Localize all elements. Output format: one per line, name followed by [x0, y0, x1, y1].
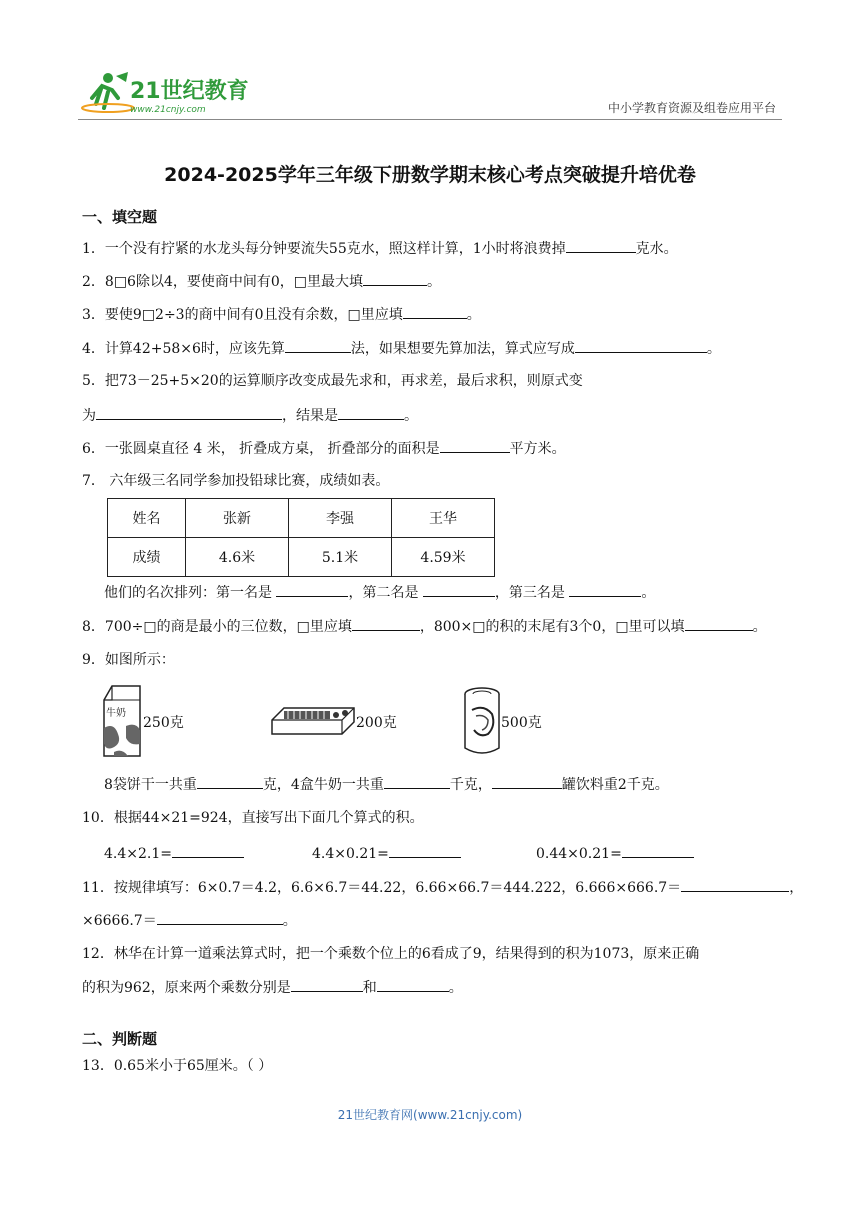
answer-blank[interactable]	[384, 774, 450, 789]
question-text: 法，如果想要先算加法，算式应写成	[350, 341, 575, 357]
table-row	[108, 538, 495, 577]
drink-can-icon	[462, 686, 502, 756]
question-7-answers	[104, 582, 655, 603]
question-text: 和	[362, 980, 377, 996]
question-7-intro: 7． 六年级三名同学参加投铅球比赛，成绩如表。	[82, 473, 390, 489]
biscuit-weight: 200克	[356, 715, 397, 731]
question-text: ×6666.7＝	[82, 913, 157, 929]
answer-blank[interactable]	[338, 405, 404, 420]
question-11-line2	[82, 910, 297, 931]
milk-carton-figure	[100, 682, 144, 762]
biscuit-pack-figure	[270, 700, 358, 744]
table-cell: 王华	[392, 499, 495, 538]
question-9-answers	[104, 774, 669, 795]
footer-link[interactable]: 21世纪教育网(www.21cnjy.com)	[337, 1108, 523, 1122]
milk-weight: 250克	[143, 715, 184, 731]
logo	[78, 68, 248, 118]
answer-blank[interactable]	[685, 616, 753, 631]
question-2	[82, 271, 441, 292]
question-text: 罐饮料重2千克。	[561, 777, 669, 793]
question-text: ，	[789, 880, 804, 896]
question-10-expr-2	[312, 843, 461, 864]
section-heading-true-false: 二、判断题	[82, 1030, 158, 1048]
question-text: 4.4×2.1=	[104, 846, 172, 862]
answer-blank[interactable]	[569, 582, 641, 597]
milk-label: 牛奶	[106, 708, 126, 719]
table-cell: 张新	[186, 499, 289, 538]
answer-blank[interactable]	[172, 843, 244, 858]
question-text: 克，4盒牛奶一共重	[262, 777, 384, 793]
table-cell: 姓名	[108, 499, 186, 538]
question-5-line2	[82, 405, 418, 426]
question-10-intro: 10．根据44×21=924，直接写出下面几个算式的积。	[82, 810, 424, 826]
question-text: 他们的名次排列：第一名是	[104, 585, 277, 601]
question-8	[82, 616, 767, 637]
answer-blank[interactable]	[363, 271, 427, 286]
answer-blank[interactable]	[440, 438, 510, 453]
question-5-line1: 5．把73－25+5×20的运算顺序改变成最先求和，再求差，最后求积，则原式变	[82, 373, 583, 389]
question-10-expr-1	[104, 843, 244, 864]
table-cell: 5.1米	[289, 538, 392, 577]
answer-blank[interactable]	[377, 977, 449, 992]
question-6	[82, 438, 566, 459]
question-text: 6．一张圆桌直径 4 米， 折叠成方桌， 折叠部分的面积是	[82, 441, 440, 457]
question-text: 4．计算42+58×6时，应该先算	[82, 341, 285, 357]
question-text: ，第二名是	[348, 585, 423, 601]
question-11-line1	[82, 877, 803, 898]
question-text: 8．700÷□的商是最小的三位数，□里应填	[82, 619, 352, 635]
question-13: 13．0.65米小于65厘米。（ ）	[82, 1058, 273, 1074]
platform-name: 中小学教育资源及组卷应用平台	[607, 101, 776, 115]
table-cell: 李强	[289, 499, 392, 538]
section-heading-fill-blank: 一、填空题	[82, 208, 158, 226]
table-row	[108, 499, 495, 538]
question-text: 。	[706, 341, 721, 357]
question-text: 。	[282, 913, 297, 929]
answer-blank[interactable]	[681, 877, 789, 892]
question-text: 3．要使9□2÷3的商中间有0且没有余数，□里应填	[82, 307, 403, 323]
question-12-line1: 12．林华在计算一道乘法算式时，把一个乘数个位上的6看成了9，结果得到的积为1073，原来正确	[82, 946, 700, 962]
runner-logo-icon	[78, 68, 248, 118]
answer-blank[interactable]	[291, 977, 363, 992]
table-cell: 4.59米	[392, 538, 495, 577]
question-text: 为	[82, 408, 96, 424]
question-1	[82, 238, 678, 259]
question-text: 2．8□6除以4，要使商中间有0，□里最大填	[82, 274, 363, 290]
question-10-expr-3	[536, 843, 694, 864]
question-text: 11．按规律填写：6×0.7＝4.2，6.6×6.7＝44.22，6.66×66.7＝444.222，6.666×666.7＝	[82, 880, 682, 896]
milk-carton-icon	[100, 682, 144, 758]
question-text: 。	[752, 619, 767, 635]
answer-blank[interactable]	[285, 338, 351, 353]
answer-blank[interactable]	[197, 774, 263, 789]
answer-blank[interactable]	[566, 238, 636, 253]
question-text: 。	[466, 307, 481, 323]
question-text: 千克，	[449, 777, 492, 793]
question-text: 。	[404, 408, 418, 424]
question-3	[82, 304, 481, 325]
scores-table	[107, 498, 495, 577]
question-text: 8袋饼干一共重	[104, 777, 197, 793]
question-text: 克水。	[635, 241, 678, 257]
question-text: 平方米。	[509, 441, 566, 457]
table-cell: 4.6米	[186, 538, 289, 577]
question-text: 0.44×0.21=	[536, 846, 622, 862]
question-text: ，结果是	[282, 408, 338, 424]
logo-text: 21世纪教育	[130, 79, 248, 104]
biscuit-pack-icon	[270, 700, 358, 740]
answer-blank[interactable]	[157, 910, 283, 925]
question-text: 4.4×0.21=	[312, 846, 389, 862]
question-text: ，800×□的积的末尾有3个0，□里可以填	[419, 619, 685, 635]
answer-blank[interactable]	[423, 582, 495, 597]
answer-blank[interactable]	[492, 774, 562, 789]
answer-blank[interactable]	[403, 304, 467, 319]
can-weight: 500克	[501, 715, 542, 731]
question-text: 。	[448, 980, 463, 996]
answer-blank[interactable]	[96, 405, 282, 420]
table-cell: 成绩	[108, 538, 186, 577]
question-4	[82, 338, 721, 359]
answer-blank[interactable]	[389, 843, 461, 858]
logo-url: www.21cnjy.com	[130, 105, 206, 115]
question-text: 的积为962，原来两个乘数分别是	[82, 980, 291, 996]
question-text: 。	[427, 274, 441, 290]
question-text: ，第三名是	[494, 585, 570, 601]
question-9-intro: 9．如图所示：	[82, 652, 175, 668]
answer-blank[interactable]	[276, 582, 348, 597]
question-text: 1．一个没有拧紧的水龙头每分钟要流失55克水，照这样计算，1小时将浪费掉	[82, 241, 566, 257]
answer-blank[interactable]	[575, 338, 707, 353]
drink-can-figure	[462, 686, 502, 760]
question-12-line2	[82, 977, 463, 998]
answer-blank[interactable]	[622, 843, 694, 858]
header-divider	[78, 119, 782, 120]
page-title: 2024-2025学年三年级下册数学期末核心考点突破提升培优卷	[164, 164, 696, 186]
answer-blank[interactable]	[352, 616, 420, 631]
question-text: 。	[641, 585, 656, 601]
